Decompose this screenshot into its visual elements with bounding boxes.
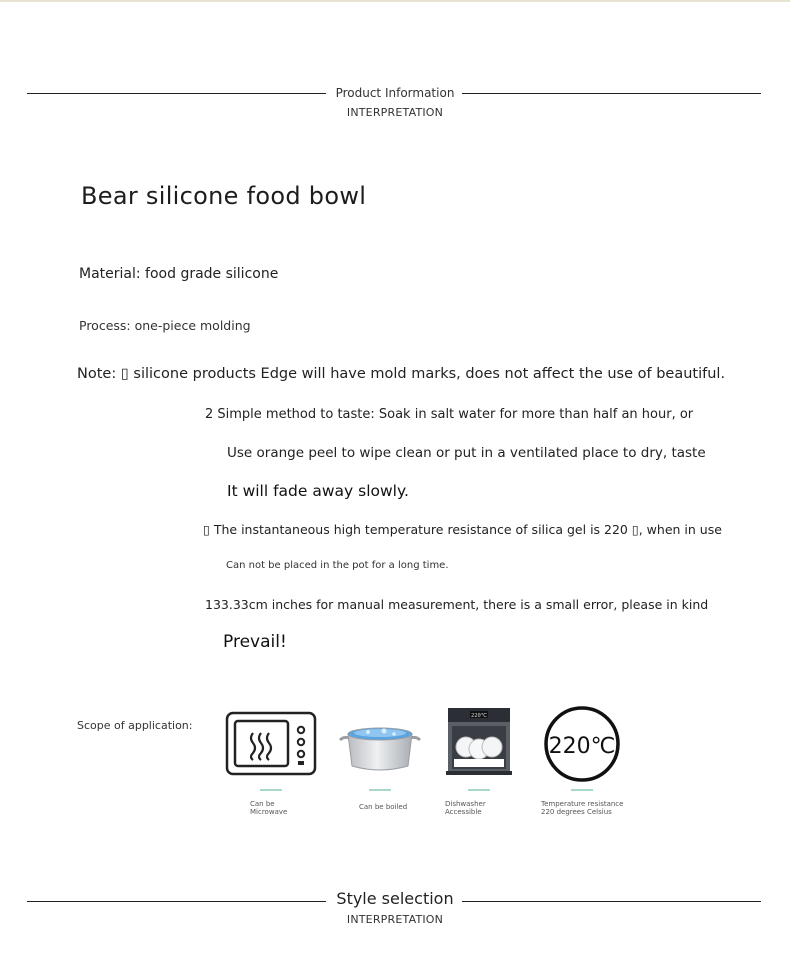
note-line: Can not be placed in the pot for a long time.	[226, 560, 449, 571]
note-line: ▯ The instantaneous high temperature resistance of silica gel is 220 ▯, when in use	[203, 522, 722, 537]
temperature-220-icon	[542, 704, 622, 784]
scope-label: Scope of application:	[77, 719, 193, 732]
microwave-icon	[225, 711, 317, 777]
style-selection-subtitle: INTERPRETATION	[346, 913, 444, 926]
product-process: Process: one-piece molding	[79, 318, 251, 333]
product-name: Bear silicone food bowl	[81, 182, 367, 210]
top-border	[0, 0, 790, 2]
temperature-display: 220℃	[548, 734, 616, 759]
note-line: Use orange peel to wipe clean or put in a ventilated place to dry, taste	[227, 445, 706, 461]
style-selection-title: Style selection	[336, 889, 454, 908]
icon-underline	[369, 789, 391, 791]
temperature-caption: Temperature resistance 220 degrees Celsius	[541, 800, 624, 816]
note-line: It will fade away slowly.	[227, 482, 409, 500]
dishwasher-icon	[446, 707, 512, 779]
boiling-pot-icon	[338, 722, 422, 774]
icon-underline	[468, 789, 490, 791]
icon-underline	[571, 789, 593, 791]
boil-caption: Can be boiled	[359, 803, 408, 811]
microwave-caption: Can be Microwave	[250, 800, 288, 816]
note-line: Prevail!	[223, 632, 287, 652]
note-line: 2 Simple method to taste: Soak in salt water for more than half an hour, or	[205, 407, 694, 422]
dishwasher-display: 220℃	[470, 713, 488, 719]
note-line: Note: ▯ silicone products Edge will have mold marks, does not affect the use of beautiful.	[77, 366, 726, 382]
product-material: Material: food grade silicone	[79, 266, 279, 282]
note-line: 133.33cm inches for manual measurement, there is a small error, please in kind	[205, 597, 709, 612]
dishwasher-caption: Dishwasher Accessible	[445, 800, 486, 816]
icon-underline	[260, 789, 282, 791]
section-title: Product Information	[335, 86, 455, 100]
section-subtitle: INTERPRETATION	[346, 106, 444, 119]
